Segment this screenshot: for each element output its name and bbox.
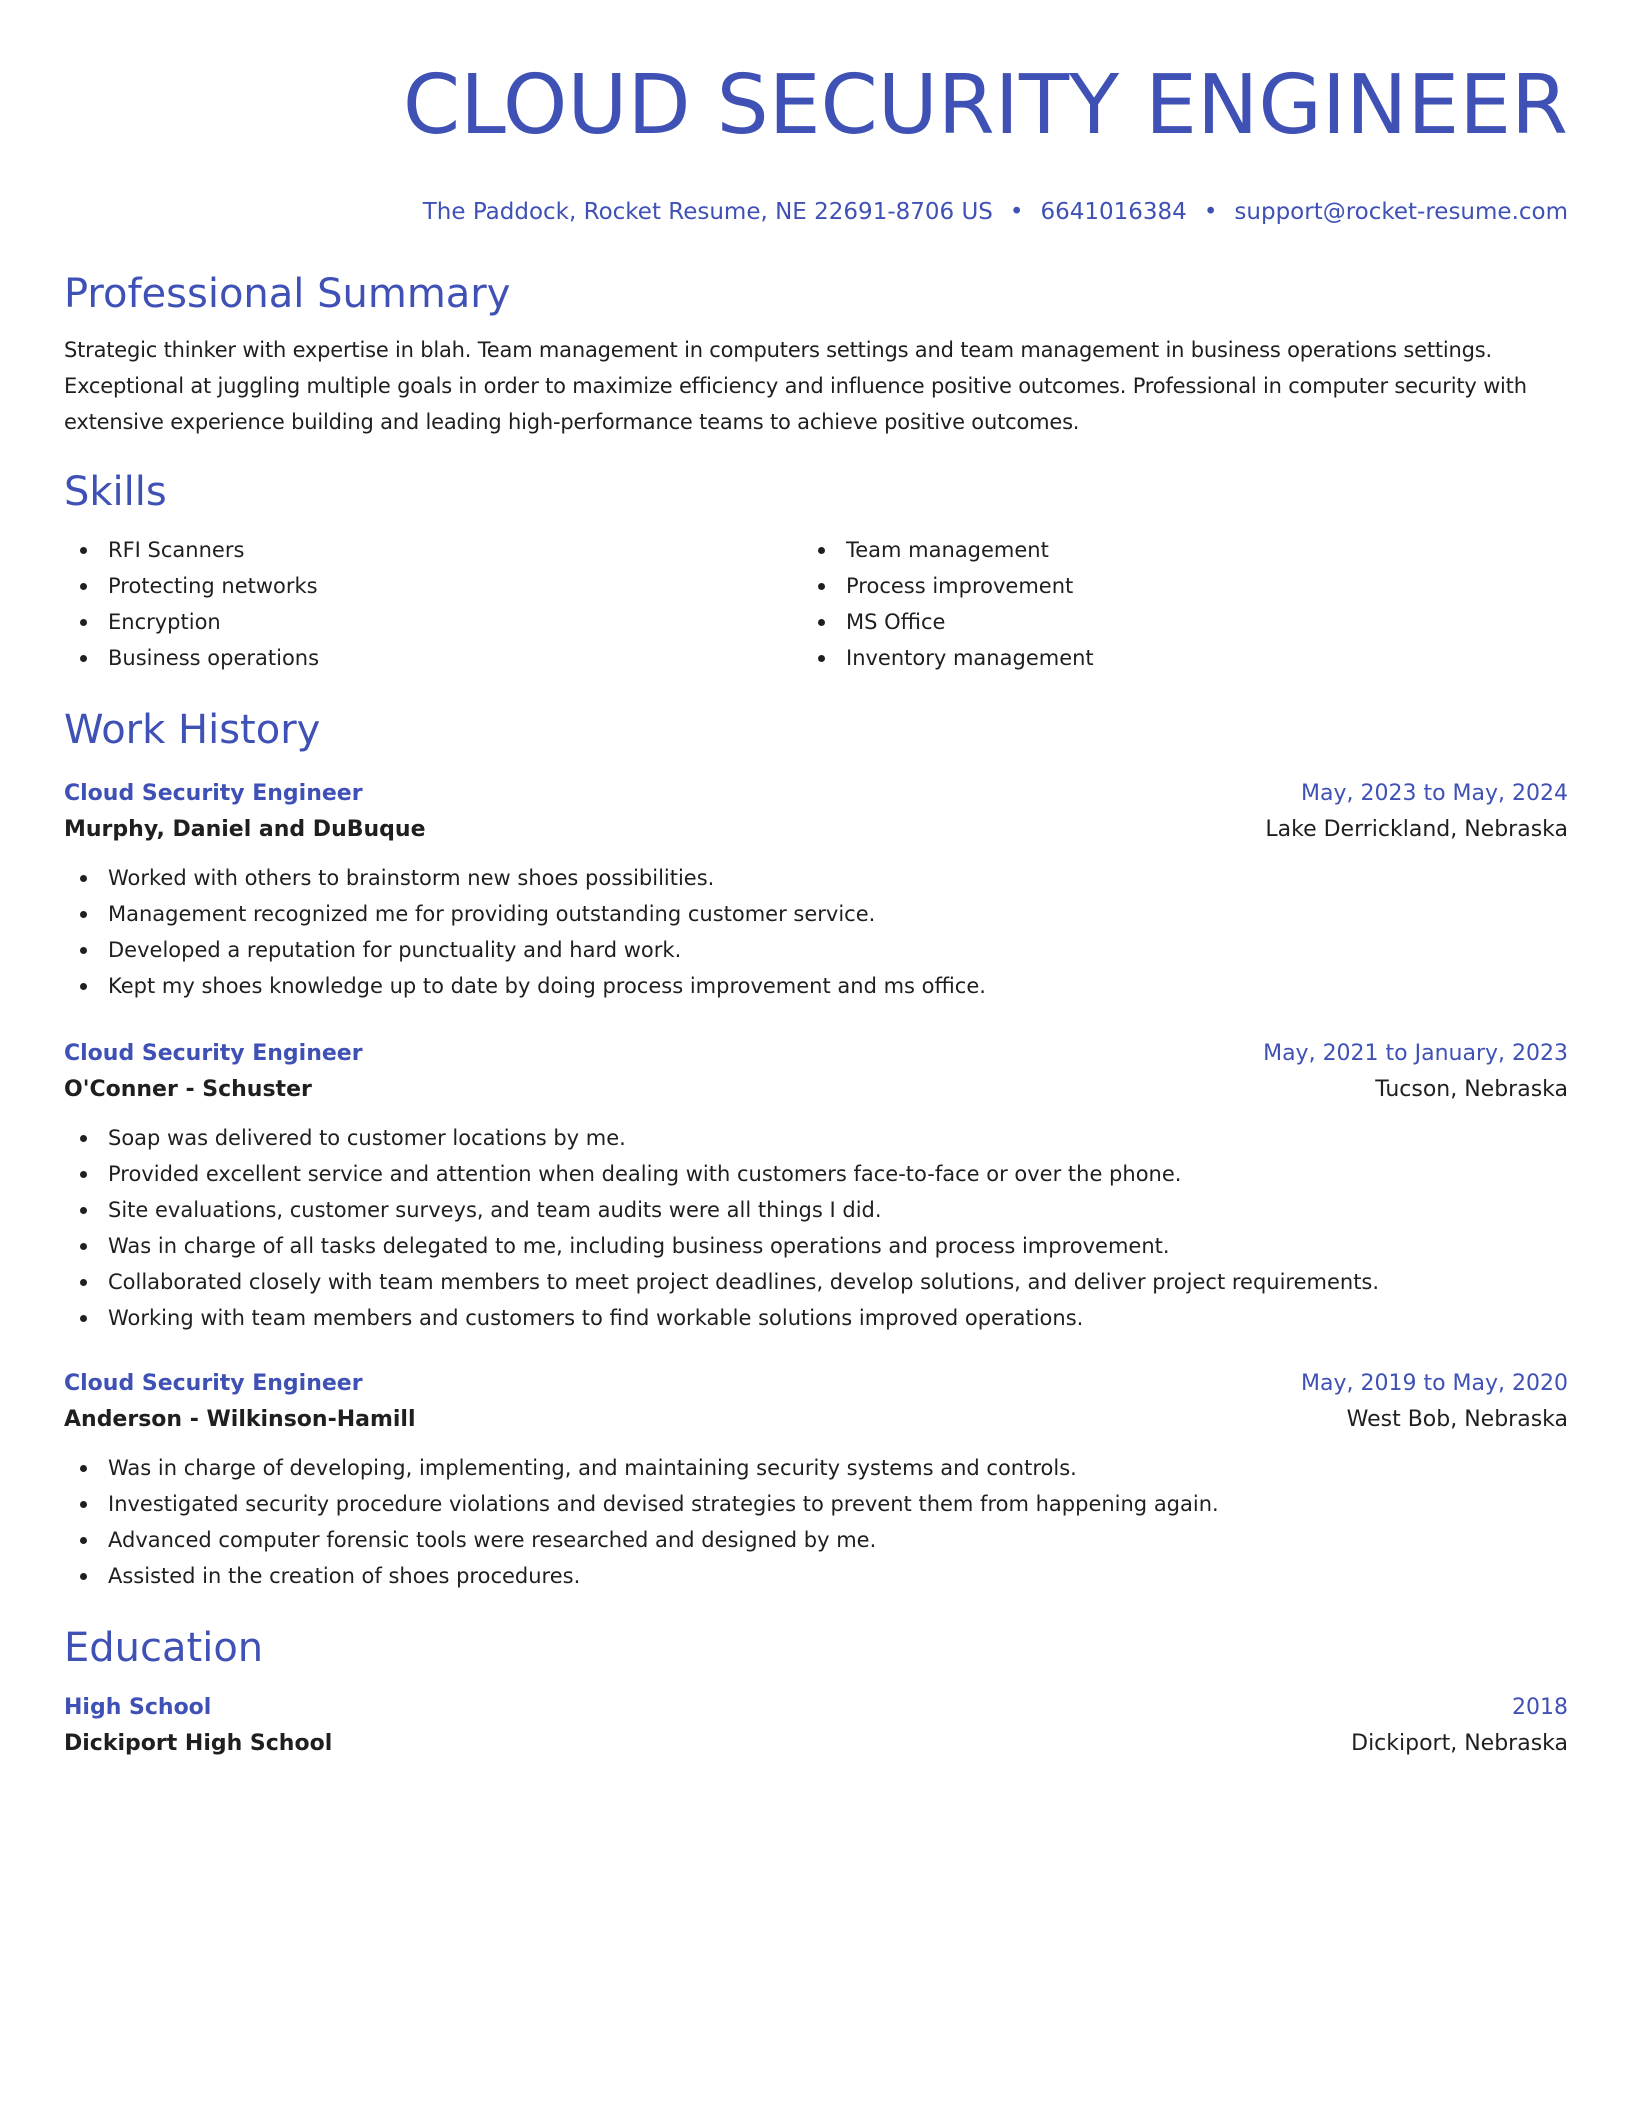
job-company: Anderson - Wilkinson-Hamill [64,1407,416,1432]
education-school-row [64,1726,1568,1762]
job-bullet: Worked with others to brainstorm new shoes possibilities. [64,860,1568,896]
contact-address: The Paddock, Rocket Resume, NE 22691-8706 US [422,199,993,225]
job-bullets [64,1120,1568,1336]
job-bullet: Assisted in the creation of shoes procedures. [64,1558,1568,1594]
education-degree-row [64,1690,1568,1726]
job-title: Cloud Security Engineer [64,1371,363,1396]
job-bullet: Investigated security procedure violations and devised strategies to prevent them from happening again. [64,1486,1568,1522]
job-bullet: Soap was delivered to customer locations by me. [64,1120,1568,1156]
job-bullet: Developed a reputation for punctuality and hard work. [64,932,1568,968]
summary-heading: Professional Summary [64,271,511,317]
job-bullet: Was in charge of developing, implementing, and maintaining security systems and controls. [64,1450,1568,1486]
job-bullet: Provided excellent service and attention when dealing with customers face-to-face or over the phone. [64,1156,1568,1192]
skill-item: RFI Scanners [64,532,802,568]
education-heading: Education [64,1625,264,1671]
skill-item: MS Office [802,604,1540,640]
job-bullet: Collaborated closely with team members to meet project deadlines, develop solutions, and deliver project requirements. [64,1264,1568,1300]
job-company: O'Conner - Schuster [64,1077,312,1102]
job-bullet: Advanced computer forensic tools were researched and designed by me. [64,1522,1568,1558]
skills-column-right [802,532,1540,676]
job-title-row [64,776,1568,812]
job-entry [64,1366,1568,1594]
job-bullet: Site evaluations, customer surveys, and team audits were all things I did. [64,1192,1568,1228]
education-degree: High School [64,1695,212,1720]
skills-heading: Skills [64,469,167,515]
candidate-name: CLOUD SECURITY ENGINEER [402,58,1568,153]
skill-item: Inventory management [802,640,1540,676]
job-title-row [64,1036,1568,1072]
summary-text: Strategic thinker with expertise in blah. Team management in computers settings and team management in business operations settings. Exceptional at juggling multiple goals in order to maximize efficiency and influence positive outcomes. Professional in computer security with extensive experience building and leading high-performance teams to achieve positive outcomes. [64,338,1527,434]
education-location: Dickiport, Nebraska [1351,1731,1568,1756]
job-company-row [64,1402,1568,1438]
job-company-row [64,1072,1568,1108]
job-bullet: Was in charge of all tasks delegated to me, including business operations and process improvement. [64,1228,1568,1264]
job-dates: May, 2019 to May, 2020 [1301,1371,1568,1396]
work-history-heading: Work History [64,707,321,753]
job-location: Lake Derrickland, Nebraska [1265,817,1568,842]
skill-item: Team management [802,532,1540,568]
skill-item: Protecting networks [64,568,802,604]
skills-list [64,532,1568,676]
education-school: Dickiport High School [64,1731,333,1756]
job-title-row [64,1366,1568,1402]
contact-separator: • [1009,199,1024,225]
job-bullet: Kept my shoes knowledge up to date by doing process improvement and ms office. [64,968,1568,1004]
job-bullets [64,860,1568,1004]
job-bullets [64,1450,1568,1594]
job-bullet: Management recognized me for providing outstanding customer service. [64,896,1568,932]
education-entry [64,1690,1568,1762]
job-location: West Bob, Nebraska [1346,1407,1568,1432]
job-location: Tucson, Nebraska [1375,1077,1568,1102]
skill-item: Business operations [64,640,802,676]
skills-column-left [64,532,802,676]
job-company: Murphy, Daniel and DuBuque [64,817,426,842]
job-dates: May, 2021 to January, 2023 [1263,1041,1568,1066]
job-bullet: Working with team members and customers to find workable solutions improved operations. [64,1300,1568,1336]
education-year: 2018 [1512,1695,1568,1720]
skill-item: Encryption [64,604,802,640]
job-entry [64,1036,1568,1336]
job-title: Cloud Security Engineer [64,781,363,806]
contact-phone: 6641016384 [1040,199,1187,225]
job-dates: May, 2023 to May, 2024 [1301,781,1568,806]
job-company-row [64,812,1568,848]
skill-item: Process improvement [802,568,1540,604]
contact-email[interactable]: support@rocket-resume.com [1234,199,1568,225]
contact-separator: • [1203,199,1218,225]
job-title: Cloud Security Engineer [64,1041,363,1066]
job-entry [64,776,1568,1004]
contact-line [64,196,1568,228]
